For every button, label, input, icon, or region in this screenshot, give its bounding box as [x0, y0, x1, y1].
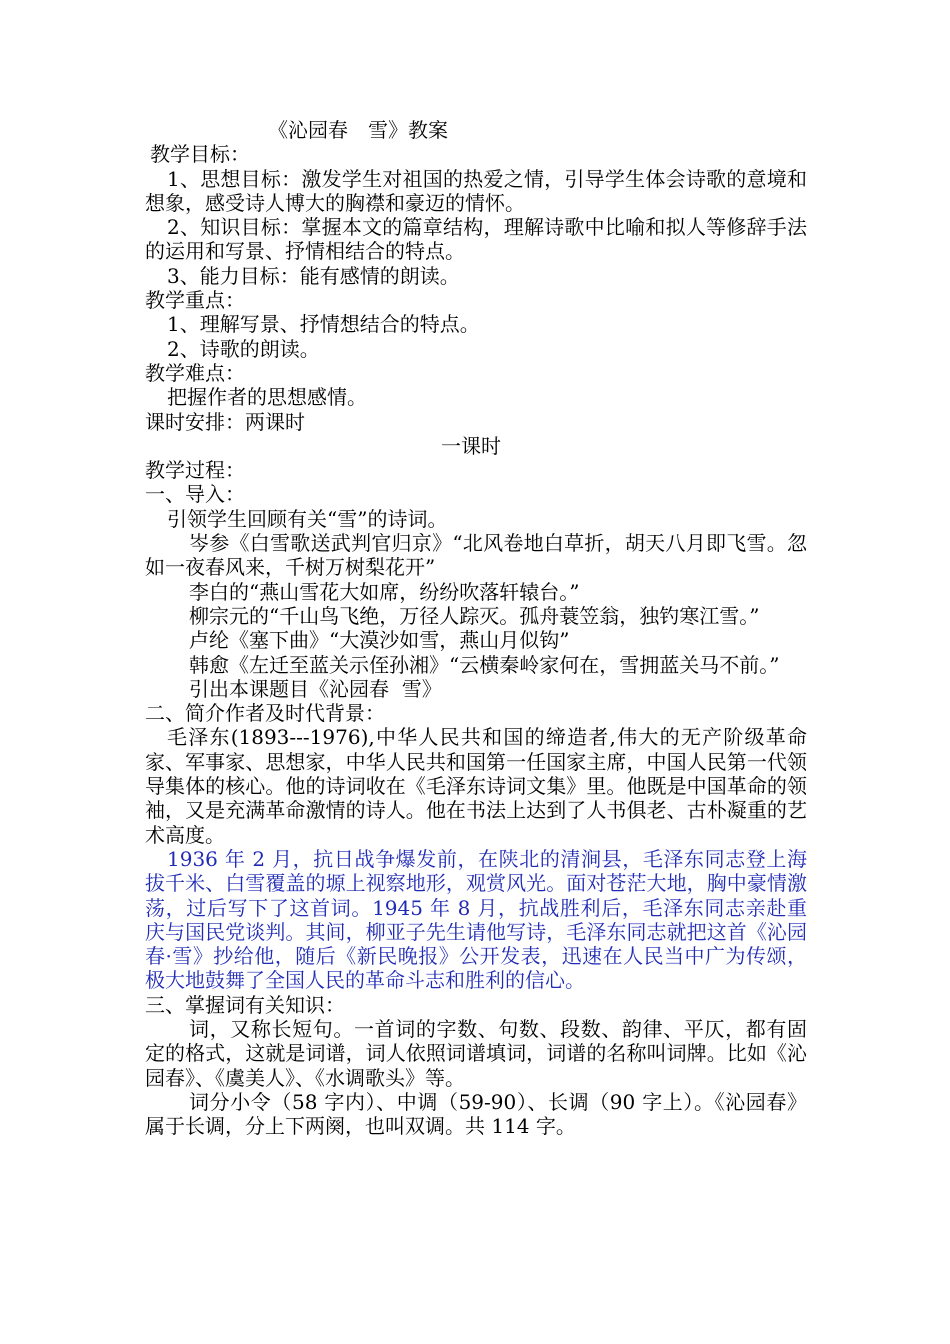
poem-quote: 岑参《白雪歌送武判官归京》“北风卷地白草折，胡天八月即飞雪。忽如一夜春风来，千树万树梨花开” — [145, 531, 807, 580]
ci-paragraph: 词，又称长短句。一首词的字数、句数、段数、韵律、平仄，都有固定的格式，这就是词谱，词人依照词谱填词，词谱的名称叫词牌。比如《沁园春》、《虞美人》、《水调歌头》等。 — [145, 1016, 807, 1090]
goal-thought: 1、思想目标：激发学生对祖国的热爱之情，引导学生体会诗歌的意境和想象，感受诗人博大的胸襟和豪迈的情怀。 — [145, 166, 807, 215]
section-heading-intro: 一、导入： — [145, 482, 245, 507]
poem-quote: 柳宗元的“千山鸟飞绝，万径人踪灭。孤舟蓑笠翁，独钓寒江雪。” — [189, 603, 760, 628]
difficulty-item: 把握作者的思想感情。 — [167, 385, 367, 410]
key-points-heading: 教学重点： — [145, 288, 245, 313]
key-point-item: 1、理解写景、抒情想结合的特点。 — [167, 312, 480, 337]
section-heading-author: 二、简介作者及时代背景： — [145, 701, 385, 726]
key-point-item: 2、诗歌的朗读。 — [167, 336, 320, 361]
author-paragraph: 毛泽东(1893---1976),中华人民共和国的缔造者,伟大的无产阶级革命家、军事家、思想家，中华人民共和国第一任国家主席，中国人民第一代领导集体的核心。他的诗词收在《毛泽东诗词文集》里。他既是中国革命的领袖，又是充满革命激情的诗人。他在书法上达到了人书俱老、古朴凝重的艺术高度。 — [145, 725, 807, 847]
difficulty-heading: 教学难点： — [145, 360, 245, 385]
ci-paragraph: 词分小令（58 字内）、中调（59-90）、长调（90 字上）。《沁园春》属于长调，分上下两阕，也叫双调。共 114 字。 — [145, 1089, 807, 1139]
goals-heading: 教学目标： — [150, 142, 250, 167]
goal-knowledge: 2、知识目标：掌握本文的篇章结构，理解诗歌中比喻和拟人等修辞手法的运用和写景、抒情相结合的特点。 — [145, 215, 807, 264]
poem-quote: 李白的“燕山雪花大如席，纷纷吹落轩辕台。” — [189, 579, 580, 604]
session-label: 一课时 — [441, 433, 501, 458]
goal-ability: 3、能力目标：能有感情的朗读。 — [167, 263, 460, 288]
process-heading: 教学过程： — [145, 458, 245, 483]
section-heading-ci-knowledge: 三、掌握词有关知识： — [145, 992, 345, 1017]
lead-out-text: 引出本课题目《沁园春 雪》 — [189, 676, 442, 701]
poem-quote: 韩愈《左迁至蓝关示侄孙湘》“云横秦岭家何在，雪拥蓝关马不前。” — [189, 652, 780, 677]
poem-quote: 卢纶《塞下曲》“大漠沙如雪，燕山月似钩” — [189, 628, 570, 653]
lesson-plan-document — [145, 118, 807, 1138]
schedule-line: 课时安排：两课时 — [145, 409, 305, 434]
page-title: 《沁园春 雪》教案 — [268, 118, 448, 142]
intro-text: 引领学生回顾有关“雪”的诗词。 — [167, 506, 448, 531]
background-paragraph: 1936 年 2 月，抗日战争爆发前，在陕北的清涧县，毛泽东同志登上海拔千米、白雪覆盖的塬上视察地形，观赏风光。面对苍茫大地，胸中豪情激荡，过后写下了这首词。1945 年 8 月，抗战胜利后，毛泽东同志亲赴重庆与国民党谈判。其间，柳亚子先生请他写诗，毛泽东同志就把这首《沁园春·雪》抄给他，随后《新民晚报》公开发表，迅速在人民当中广为传颂，极大地鼓舞了全国人民的革命斗志和胜利的信心。 — [145, 846, 807, 993]
